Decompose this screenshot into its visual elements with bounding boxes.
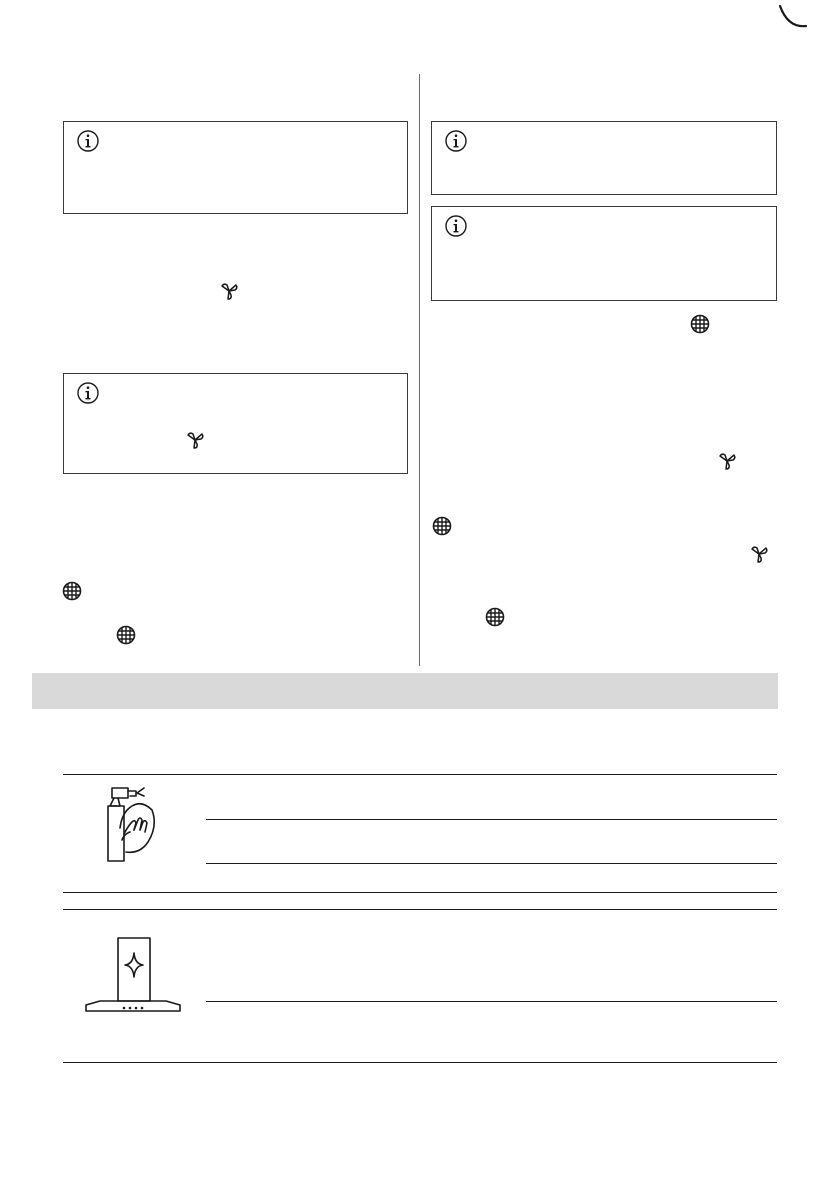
table-row-rule bbox=[63, 909, 777, 910]
grease-filter-icon bbox=[485, 607, 505, 627]
section-header-bar bbox=[32, 673, 778, 709]
table-inner-rule bbox=[206, 819, 777, 820]
info-note-box bbox=[431, 206, 777, 301]
table-bottom-rule bbox=[63, 1062, 777, 1063]
grease-filter-icon bbox=[116, 625, 136, 645]
info-note-box bbox=[63, 121, 408, 214]
fan-icon bbox=[716, 450, 738, 472]
info-icon bbox=[76, 129, 100, 153]
info-icon bbox=[444, 214, 468, 238]
column-divider bbox=[419, 74, 420, 666]
table-top-rule bbox=[63, 774, 777, 775]
grease-filter-icon bbox=[62, 581, 82, 601]
spray-cleaning-cloth-icon bbox=[100, 782, 160, 864]
info-icon bbox=[76, 381, 100, 405]
table-inner-rule bbox=[206, 1001, 777, 1002]
grease-filter-icon bbox=[432, 516, 452, 536]
grease-filter-icon bbox=[690, 314, 710, 334]
clean-hood-sparkle-icon bbox=[84, 937, 182, 1013]
table-inner-rule bbox=[206, 863, 777, 864]
fan-icon bbox=[218, 280, 240, 302]
info-note-box bbox=[431, 121, 777, 195]
info-icon bbox=[444, 129, 468, 153]
fan-icon bbox=[184, 429, 206, 451]
info-note-box bbox=[63, 373, 408, 474]
table-row-rule bbox=[63, 892, 777, 893]
fan-icon bbox=[748, 543, 770, 565]
